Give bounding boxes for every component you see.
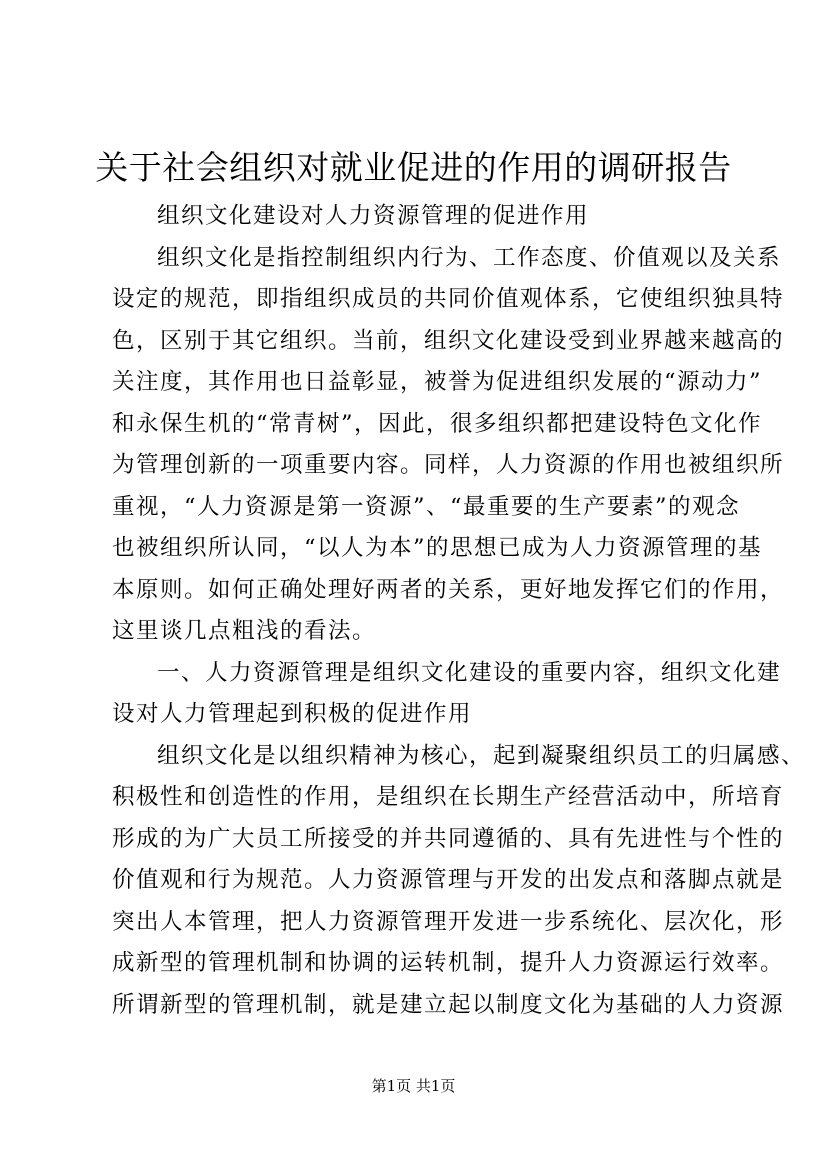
text-line: 组织文化是指控制组织内行为、工作态度、价值观以及关系 bbox=[157, 244, 782, 271]
text-line: 也被组织所认同，“以人为本”的思想已成为人力资源管理的基 bbox=[112, 535, 763, 561]
text-line: 色，区别于其它组织。当前，组织文化建设受到业界越来越高的 bbox=[112, 327, 785, 354]
text-line: 成新型的管理机制和协调的运转机制，提升人力资源运行效率。 bbox=[112, 950, 785, 976]
page-number: 第1页 共1页 bbox=[371, 1077, 456, 1095]
text-line: 一、人力资源管理是组织文化建设的重要内容，组织文化建 bbox=[157, 659, 782, 686]
document-title: 关于社会组织对就业促进的作用的调研报告 bbox=[95, 148, 732, 187]
text-line: 设对人力管理起到积极的促进作用 bbox=[112, 701, 473, 727]
text-line: 这里谈几点粗浅的看法。 bbox=[112, 618, 377, 644]
text-line: 价值观和行为规范。人力资源管理与开发的出发点和落脚点就是 bbox=[112, 867, 785, 893]
text-line: 积极性和创造性的作用，是组织在长期生产经营活动中，所培育 bbox=[112, 784, 785, 810]
text-line: 形成的为广大员工所接受的并共同遵循的、具有先进性与个性的 bbox=[112, 825, 785, 852]
text-line: 突出人本管理，把人力资源管理开发进一步系统化、层次化，形 bbox=[112, 908, 785, 935]
text-line: 设定的规范，即指组织成员的共同价值观体系，它使组织独具特 bbox=[112, 286, 785, 312]
text-line: 重视，“人力资源是第一资源”、“最重要的生产要素”的观念 bbox=[112, 493, 741, 520]
text-line: 关注度，其作用也日益彰显，被誉为促进组织发展的“源动力” bbox=[112, 369, 763, 395]
text-line: 本原则。如何正确处理好两者的关系，更好地发挥它们的作用， bbox=[112, 576, 785, 603]
text-line: 和永保生机的“常青树”，因此，很多组织都把建设特色文化作 bbox=[112, 410, 763, 437]
text-line: 为管理创新的一项重要内容。同样，人力资源的作用也被组织所 bbox=[112, 452, 785, 478]
text-line: 组织文化建设对人力资源管理的促进作用 bbox=[157, 203, 590, 229]
document-body bbox=[112, 196, 806, 1026]
text-line: 组织文化是以组织精神为核心，起到凝聚组织员工的归属感、 bbox=[157, 742, 806, 769]
text-line: 所谓新型的管理机制，就是建立起以制度文化为基础的人力资源 bbox=[112, 991, 785, 1018]
